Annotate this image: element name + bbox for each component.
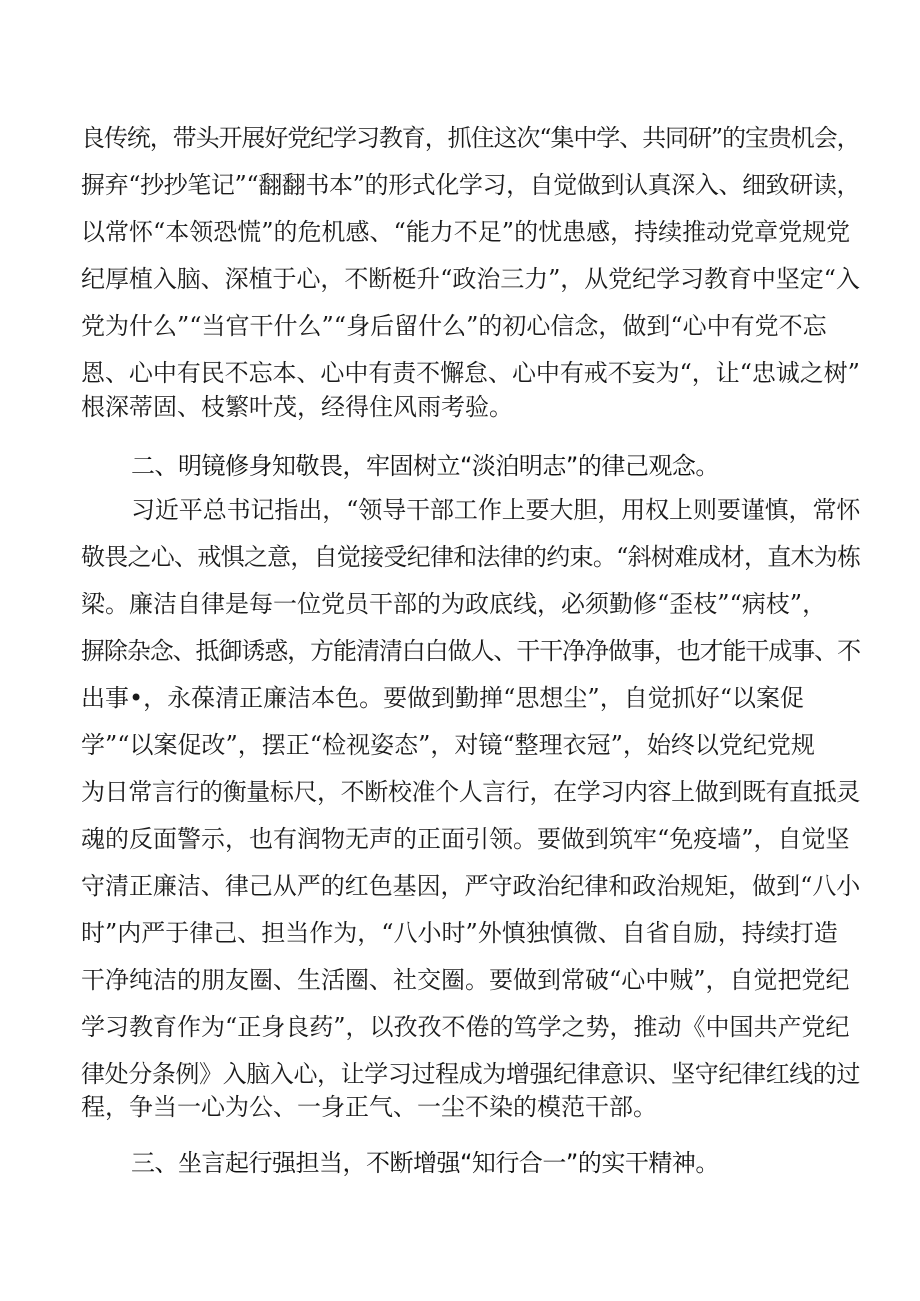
text-line: 恩、心中有民不忘本、心中有责不懈怠、心中有戒不妄为“，让“忠诚之树” [81, 359, 860, 387]
text-line: 为日常言行的衡量标尺，不断校准个人言行，在学习内容上做到既有直抵灵 [81, 778, 860, 806]
text-line: 学”“以案促改”，摆正“检视姿态”，对镜“整理衣冠”，始终以党纪党规 [81, 731, 815, 759]
text-line: 程，争当一心为公、一身正气、一尘不染的模范干部。 [81, 1093, 657, 1121]
text-line: 学习教育作为“正身良药”，以孜孜不倦的笃学之势，推动《中国共产党纪 [81, 1013, 850, 1041]
text-line: 以常怀“本领恐慌”的危机感、“能力不足”的忧患感，持续推动党章党规党 [81, 218, 851, 246]
text-line: 良传统，带头开展好党纪学习教育，抓住这次“集中学、共同研”的宝贵机会， [81, 124, 860, 152]
text-line: 根深蒂固、枝繁叶茂，经得住风雨考验。 [81, 393, 513, 421]
text-line: 时”内严于律己、担当作为，“八小时”外慎独慎微、自省自励，持续打造 [81, 919, 838, 947]
text-line: 习近平总书记指出，“领导干部工作上要大胆，用权上则要谨慎，常怀 [131, 496, 861, 524]
section-heading-2: 二、明镜修身知敬畏，牢固树立“淡泊明志”的律己观念。 [131, 452, 719, 480]
text-line: 出事•，永葆清正廉洁本色。要做到勤掸“思想尘”，自觉抓好“以案促 [81, 684, 804, 712]
text-line: 党为什么”“当官干什么”“身后留什么”的初心信念，做到“心中有党不忘 [81, 312, 827, 340]
section-heading-3: 三、坐言起行强担当，不断增强“知行合一”的实干精神。 [131, 1149, 719, 1177]
text-line: 摒除杂念、抵御诱惑，方能清清白白做人、干干净净做事，也才能干成事、不 [81, 637, 860, 665]
text-line: 干净纯洁的朋友圈、生活圈、社交圈。要做到常破“心中贼”，自觉把党纪 [81, 966, 850, 994]
text-line: 摒弃“抄抄笔记”“翻翻书本”的形式化学习，自觉做到认真深入、细致研读， [81, 171, 861, 199]
text-line: 魂的反面警示，也有润物无声的正面引领。要做到筑牢“免疫墙”，自觉坚 [81, 825, 850, 853]
text-line: 敬畏之心、戒惧之意，自觉接受纪律和法律的约束。“斜树难成材，直木为栋 [81, 543, 861, 571]
text-line: 律处分条例》入脑入心，让学习过程成为增强纪律意识、坚守纪律红线的过 [81, 1060, 860, 1088]
text-line: 纪厚植入脑、深植于心，不断梃升“政治三力”，从党纪学习教育中坚定“入 [81, 265, 860, 293]
text-line: 守清正廉洁、律己从严的红色基因，严守政治纪律和政治规矩，做到“八小 [81, 872, 861, 900]
text-line: 梁。廉洁自律是每一位党员干部的为政底线，必须勤修“歪枝”“病枝”， [81, 590, 827, 618]
